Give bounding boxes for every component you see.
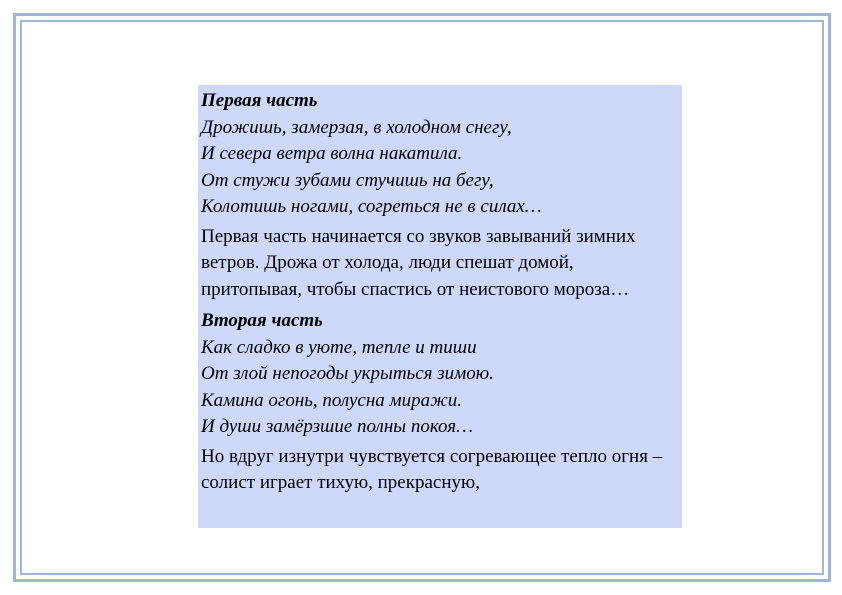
text-box bbox=[198, 85, 682, 528]
part2-verse-line: Как сладко в уюте, тепле и тиши bbox=[201, 336, 477, 358]
part1-verse bbox=[201, 88, 678, 221]
part2-verse bbox=[201, 308, 678, 441]
part2-verse-line: И души замёрзшие полны покоя… bbox=[201, 416, 474, 437]
part1-verse-line: И севера ветра волна накатила. bbox=[201, 143, 463, 164]
part1-verse-line: От стужи зубами стучишь на бегу, bbox=[201, 169, 494, 191]
part1-description: Первая часть начинается со звуков завываний зимних ветров. Дрожа от холода, люди спешат домой, притопывая, чтобы спастись от неистового мороза… bbox=[201, 225, 636, 300]
part1-title: Первая часть bbox=[201, 90, 318, 111]
part2-verse-line: Камина огонь, полусна миражи. bbox=[201, 389, 463, 411]
part2-title: Вторая часть bbox=[201, 310, 323, 331]
part1-verse-line: Колотишь ногами, согреться не в силах… bbox=[201, 196, 542, 217]
part1-verse-line: Дрожишь, замерзая, в холодном снегу, bbox=[201, 116, 512, 138]
part2-description: Но вдруг изнутри чувствуется согревающее тепло огня – солист играет тихую, прекрасную, bbox=[201, 445, 663, 493]
part2-verse-line: От злой непогоды укрыться зимою. bbox=[201, 363, 494, 384]
